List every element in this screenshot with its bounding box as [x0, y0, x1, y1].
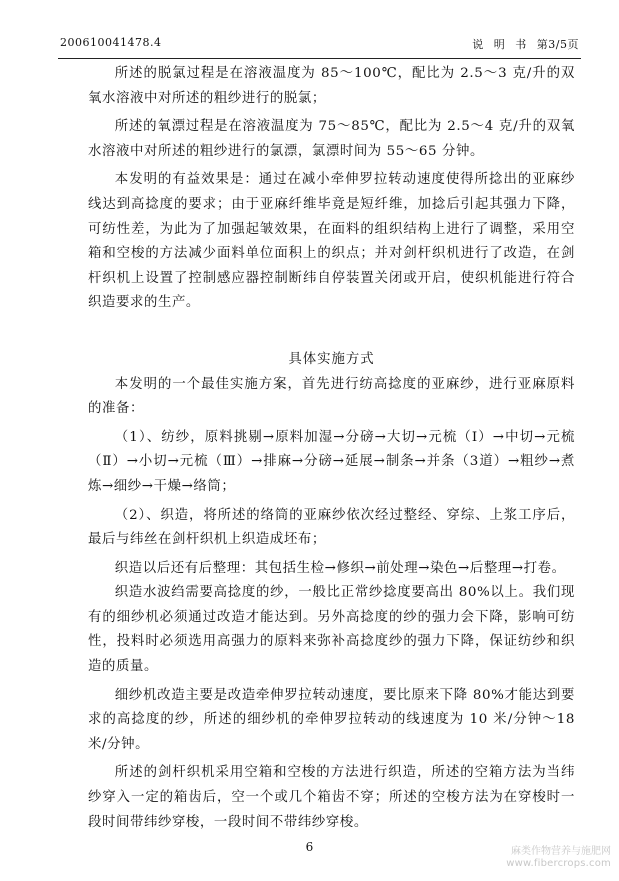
paragraph-rapier-loom: 所述的剑杆织机采用空箱和空梭的方法进行织造，所述的空箱方法为当纬纱穿入一定的箱齿后，空一个或几个箱齿不穿；所述的空梭方法为在穿梭时一段时间带纬纱穿梭，一段时间不带纬纱穿梭。	[88, 765, 575, 830]
paragraph-finishing: 织造以后还有后整理：其包括生检→修织→前处理→染色→后整理→打卷。	[114, 560, 566, 576]
paragraph-embodiment-intro: 本发明的一个最佳实施方案，首先进行纺高捻度的亚麻纱，进行亚麻原料的准备：	[88, 376, 575, 417]
page-header	[60, 36, 579, 56]
paragraph-oxygen-bleaching: 所述的氧漂过程是在溶液温度为 75～85℃，配比为 2.5～4 克/升的双氧水溶液中对所述的粗纱进行的氯漂，氯漂时间为 55～65 分钟。	[88, 119, 575, 159]
watermark-url: www.fibercrops.com	[506, 858, 611, 869]
paragraph-beneficial-effects: 本发明的有益效果是：通过在减小牵伸罗拉转动速度使得所捻出的亚麻纱线达到高捻度的要求；由于亚麻纤维毕竟是短纤维，加捻后引起其强力下降，可纺性差，为此为了加强起皱效果，在面料的组织结构上进行了调整，采用空箱和空梭的方法减少面料单位面积上的织点；并对剑杆织机进行了改造，在剑杆织机上设置了控制感应器控制断纬自停装置关闭或开启，使织机能进行符合织造要求的生产。	[88, 172, 575, 311]
page-number: 6	[305, 840, 314, 854]
paragraph-high-twist-yarn: 织造水波绉需要高捻度的纱，一般比正常纱捻度要高出 80%以上。我们现有的细纱机必须通过改造才能达到。另外高捻度的纱的强力会下降，影响可纺性，投料时必须选用高强力的原料来弥补高捻度纱的强力下降，保证纺纱和织造的质量。	[88, 585, 575, 675]
watermark-site-name: 麻类作物营养与施肥网	[511, 846, 611, 857]
website-watermark	[506, 846, 611, 870]
paragraph-dechlorination: 所述的脱氯过程是在溶液温度为 85～100℃，配比为 2.5～3 克/升的双氧水溶液中对所述的粗纱进行的脱氯；	[88, 66, 575, 106]
paragraph-spinning-steps: （1）、纺纱，原料挑剔→原料加湿→分磅→大切→元梳（Ⅰ）→中切→元梳（Ⅱ）→小切→元梳（Ⅲ）→排麻→分磅→延展→制条→并条（3道）→粗纱→煮炼→细纱→干燥→络筒；	[88, 429, 575, 494]
header-section-and-page: 说 明 书 第3/5页	[472, 38, 579, 51]
paragraph-weaving-steps: （2）、织造，将所述的络筒的亚麻纱依次经过整经、穿综、上浆工序后，最后与纬丝在剑杆织机上织造成坯布；	[88, 507, 575, 548]
header-divider	[58, 58, 581, 59]
document-number: 200610041478.4	[60, 36, 162, 49]
document-body	[88, 62, 575, 835]
paragraph-spinning-frame-modification: 细纱机改造主要是改造牵伸罗拉转动速度，要比原来下降 80%才能达到要求的高捻度的纱，所述的细纱机的牵伸罗拉转动的线速度为 10 米/分钟～18 米/分钟。	[88, 687, 575, 752]
section-title: 具体实施方式	[288, 351, 375, 367]
